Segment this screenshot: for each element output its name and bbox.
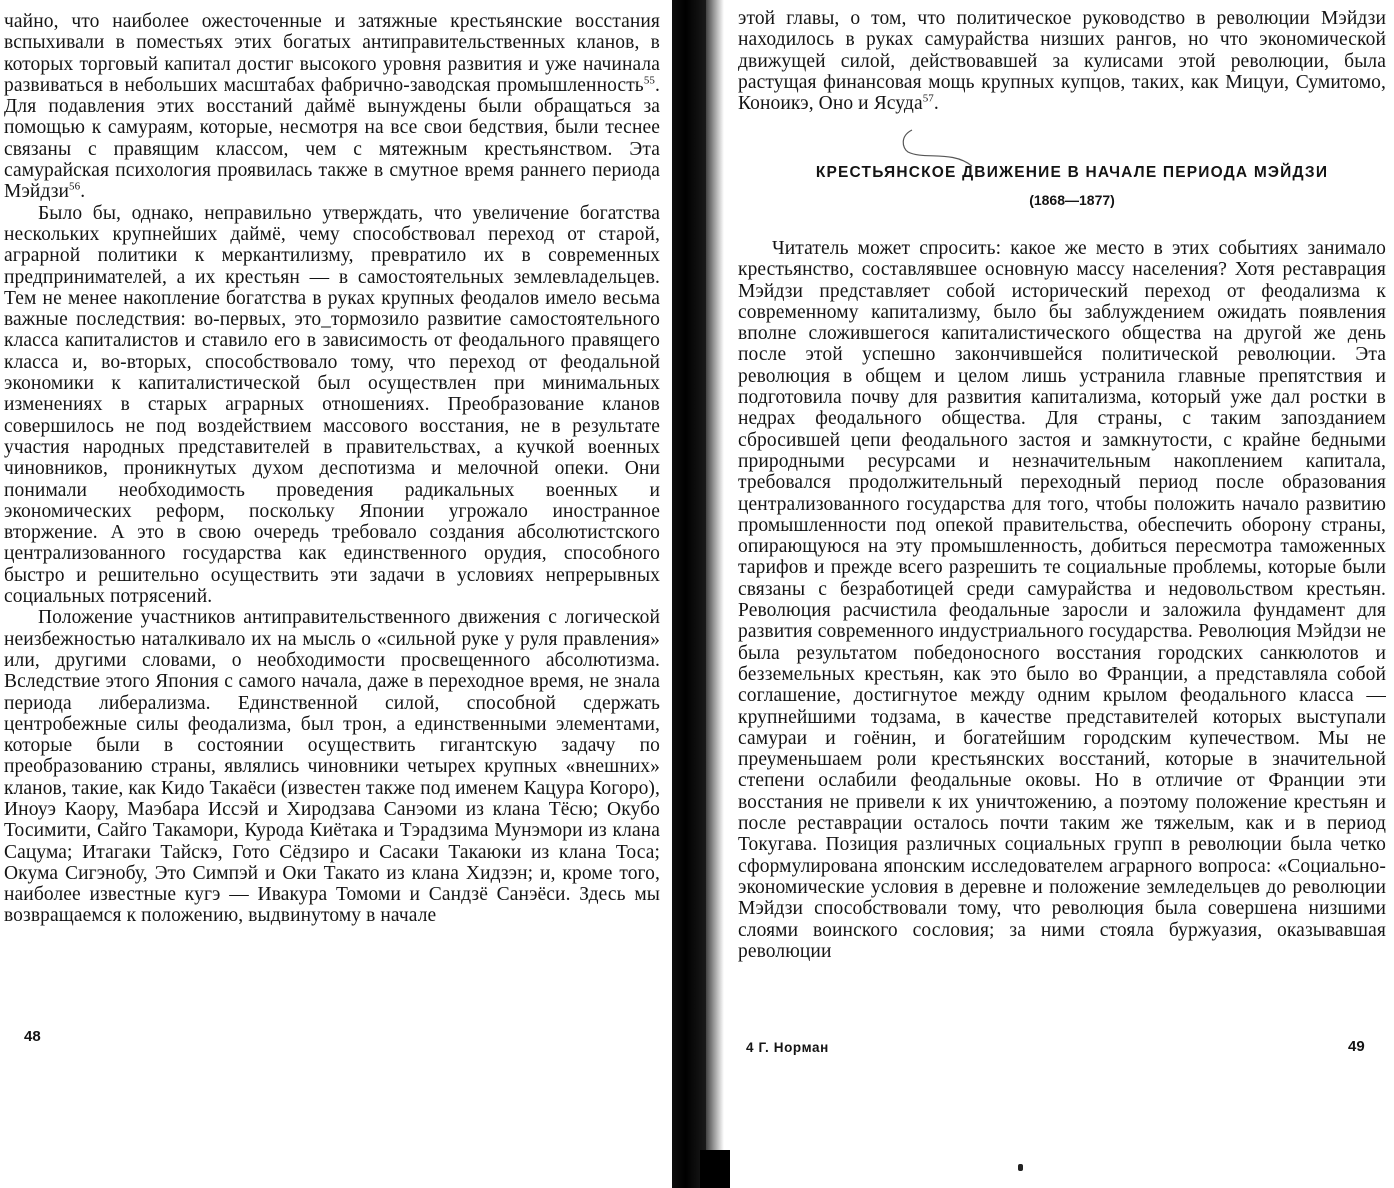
paragraph: Было бы, однако, неправильно утверждать, что увеличение богатства нескольких крупнейших даймё, чему способствовал переход от старой, аграрной политики к меркантилизму, превратило их в современных предпринимателей, а их крестьян — в самостоятельных землевладельцев. Тем не менее накопление богатства в руках крупных феодалов имело весьма важные последствия: во-первых, это_тормозило развитие самостоятельного класса капиталистов и ставило его в зависимость от феодального правящего класса и, во-вторых, способствовало тому, что переход от феодальной экономики к капиталистической был осуществлен при минимальных изменениях в старых аграрных отношениях. Преобразование кланов совершилось не под воздействием массового восстания, не в результате участия народных представителей в правительствах, а кучкой военных чиновников, проникнутых духом деспотизма и мелочной опеки. Они понимали необходимость проведения радикальных военных и экономических реформ, поскольку Японии угрожало иностранное вторжение. А это в свою очередь требовало создания абсолютистского централизованного государства как единственного орудия, способного быстро и решительно осуществить эти задачи в условиях непрерывных социальных потрясений. <box>4 202 660 608</box>
page-number: 48 <box>24 1028 41 1045</box>
footer-signature: 4 Г. Норман <box>746 1040 829 1055</box>
paragraph: Положение участников антиправительственного движения с логической неизбежностью наталкивало их на мысль о «сильной руке у руля правления» или, другими словами, о необходимости просвещенного абсолютизма. Вследствие этого Япония с самого начала, даже в переходное время, не знала периода либерализма. Единственной силой, способной сдержать центробежные силы феодализма, был трон, а единственными элементами, которые были в состоянии осуществить гигантскую задачу по преобразованию страны, являлись чиновники четырех крупных «внешних» кланов, такие, как Кидо Такаёси (известен также под именем Кацура Когоро), Иноуэ Каору, Маэбара Иссэй и Хиродзава Санэоми из клана Тёсю; Окубо Тосимити, Сайго Такамори, Курода Киётака и Тэрадзима Мунэмори из клана Сацума; Итагаки Тайскэ, Гото Сёдзиро и Сасаки Такаюки из клана Тоса; Окума Сигэнобу, Это Симпэй и Оки Такато из клана Хидзэн; и, кроме того, наиболее известные кугэ — Ивакура Томоми и Сандзё Санэёси. Здесь мы возвращаемся к положению, выдвинутому в начале <box>4 607 660 927</box>
right-page-intro <box>738 8 1386 114</box>
left-page-text <box>4 11 660 927</box>
ink-dot <box>1018 1164 1023 1171</box>
section-heading: КРЕСТЬЯНСКОЕ ДВИЖЕНИЕ В НАЧАЛЕ ПЕРИОДА МЭЙДЗИ <box>815 164 1329 181</box>
book-spine-shadow <box>672 0 706 1188</box>
right-page-text <box>738 238 1386 962</box>
right-page <box>722 0 1394 1188</box>
left-page <box>0 0 672 1188</box>
footnote-ref: 55 <box>643 74 656 87</box>
paragraph: Читатель может спросить: какое же место в этих событиях занимало крестьянство, составлявшее основную массу населения? Хотя реставрация Мэйдзи представляет собой исторический переход от феодализма к современному капитализму, было бы заблуждением ожидать появления вполне сложившегося капиталистического общества на другой же день после этой успешно закончившейся политической революции. Эта революция в общем и целом лишь устранила главные препятствия и подготовила почву для развития капитализма, который уже дал ростки в недрах феодального общества. Для страны, с таким запозданием сбросившей цепи феодального застоя и замкнутости, с крайне бедными природными ресурсами и незначительным накоплением капитала, требовался продолжительный переходный период после образования централизованного государства для того, чтобы положить начало развитию промышленности под опекой правительства, обеспечить оборону страны, опирающуюся на эту промышленность, добиться пересмотра таможенных тарифов и прежде всего разрешить те социальные проблемы, которые были связаны с безработицей среди самурайства и недовольством крестьян. Революция расчистила феодальные заросли и заложила фундамент для развития современного индустриального государства. Революция Мэйдзи не была результатом победоносного восстания городских санкюлотов и безземельных крестьян, как это было во Франции, а представляла собой соглашение, достигнутое между одним крылом феодального класса — крупнейшими тодзама, в качестве представителей которых выступали самураи и гоёнин, и богатейшим городским купечеством. Мы не преуменьшаем роли крестьянских восстаний, которые в значительной степени ослабили феодальные оковы. Но в отличие от Франции эти восстания не привели к их уничтожению, а поэтому положение крестьян и после реставрации осталось почти таким же тяжелым, как и в период Токугава. Позиция различных социальных групп в революции была четко сформулирована японским исследователем аграрного вопроса: «Социально-экономические условия в деревне и положение земледельцев до революции Мэйдзи способствовали тому, что революция была совершена низшими слоями воинского сословия; за ними стояла буржуазия, оказывавшая революции <box>738 238 1386 962</box>
footnote-ref: 56 <box>69 180 81 193</box>
paragraph: этой главы, о том, что политическое руководство в революции Мэйдзи находилось в руках самурайства низших рангов, но что экономической движущей силой, действовавшей за кулисами этой революции, была растущая финансовая мощь крупных купцов, таких, как Мицуи, Сумитомо, Коноикэ, Оно и Ясуда$^{57}$. <box>738 8 1386 115</box>
paragraph: чайно, что наиболее ожесточенные и затяжные крестьянские восстания вспыхивали в поместьях этих богатых антиправительственных кланов, в которых торговый капитал достиг высокого уровня развития и уже начинала развиваться в небольших масштабах фабрично-заводская промышленность$^{55}$. Для подавления этих восстаний даймё вынуждены были обращаться за помощью к самураям, которые, несмотря на все свои бедствия, были теснее связаны с правящим классом, чем с мятежным крестьянством. Эта самурайская психология проявилась также в смутное время раннего периода Мэйдзи$^{56}$. <box>4 11 660 203</box>
section-years: (1868—1877) <box>1029 192 1115 208</box>
page-number: 49 <box>1348 1038 1365 1055</box>
footnote-ref: 57 <box>922 92 934 105</box>
